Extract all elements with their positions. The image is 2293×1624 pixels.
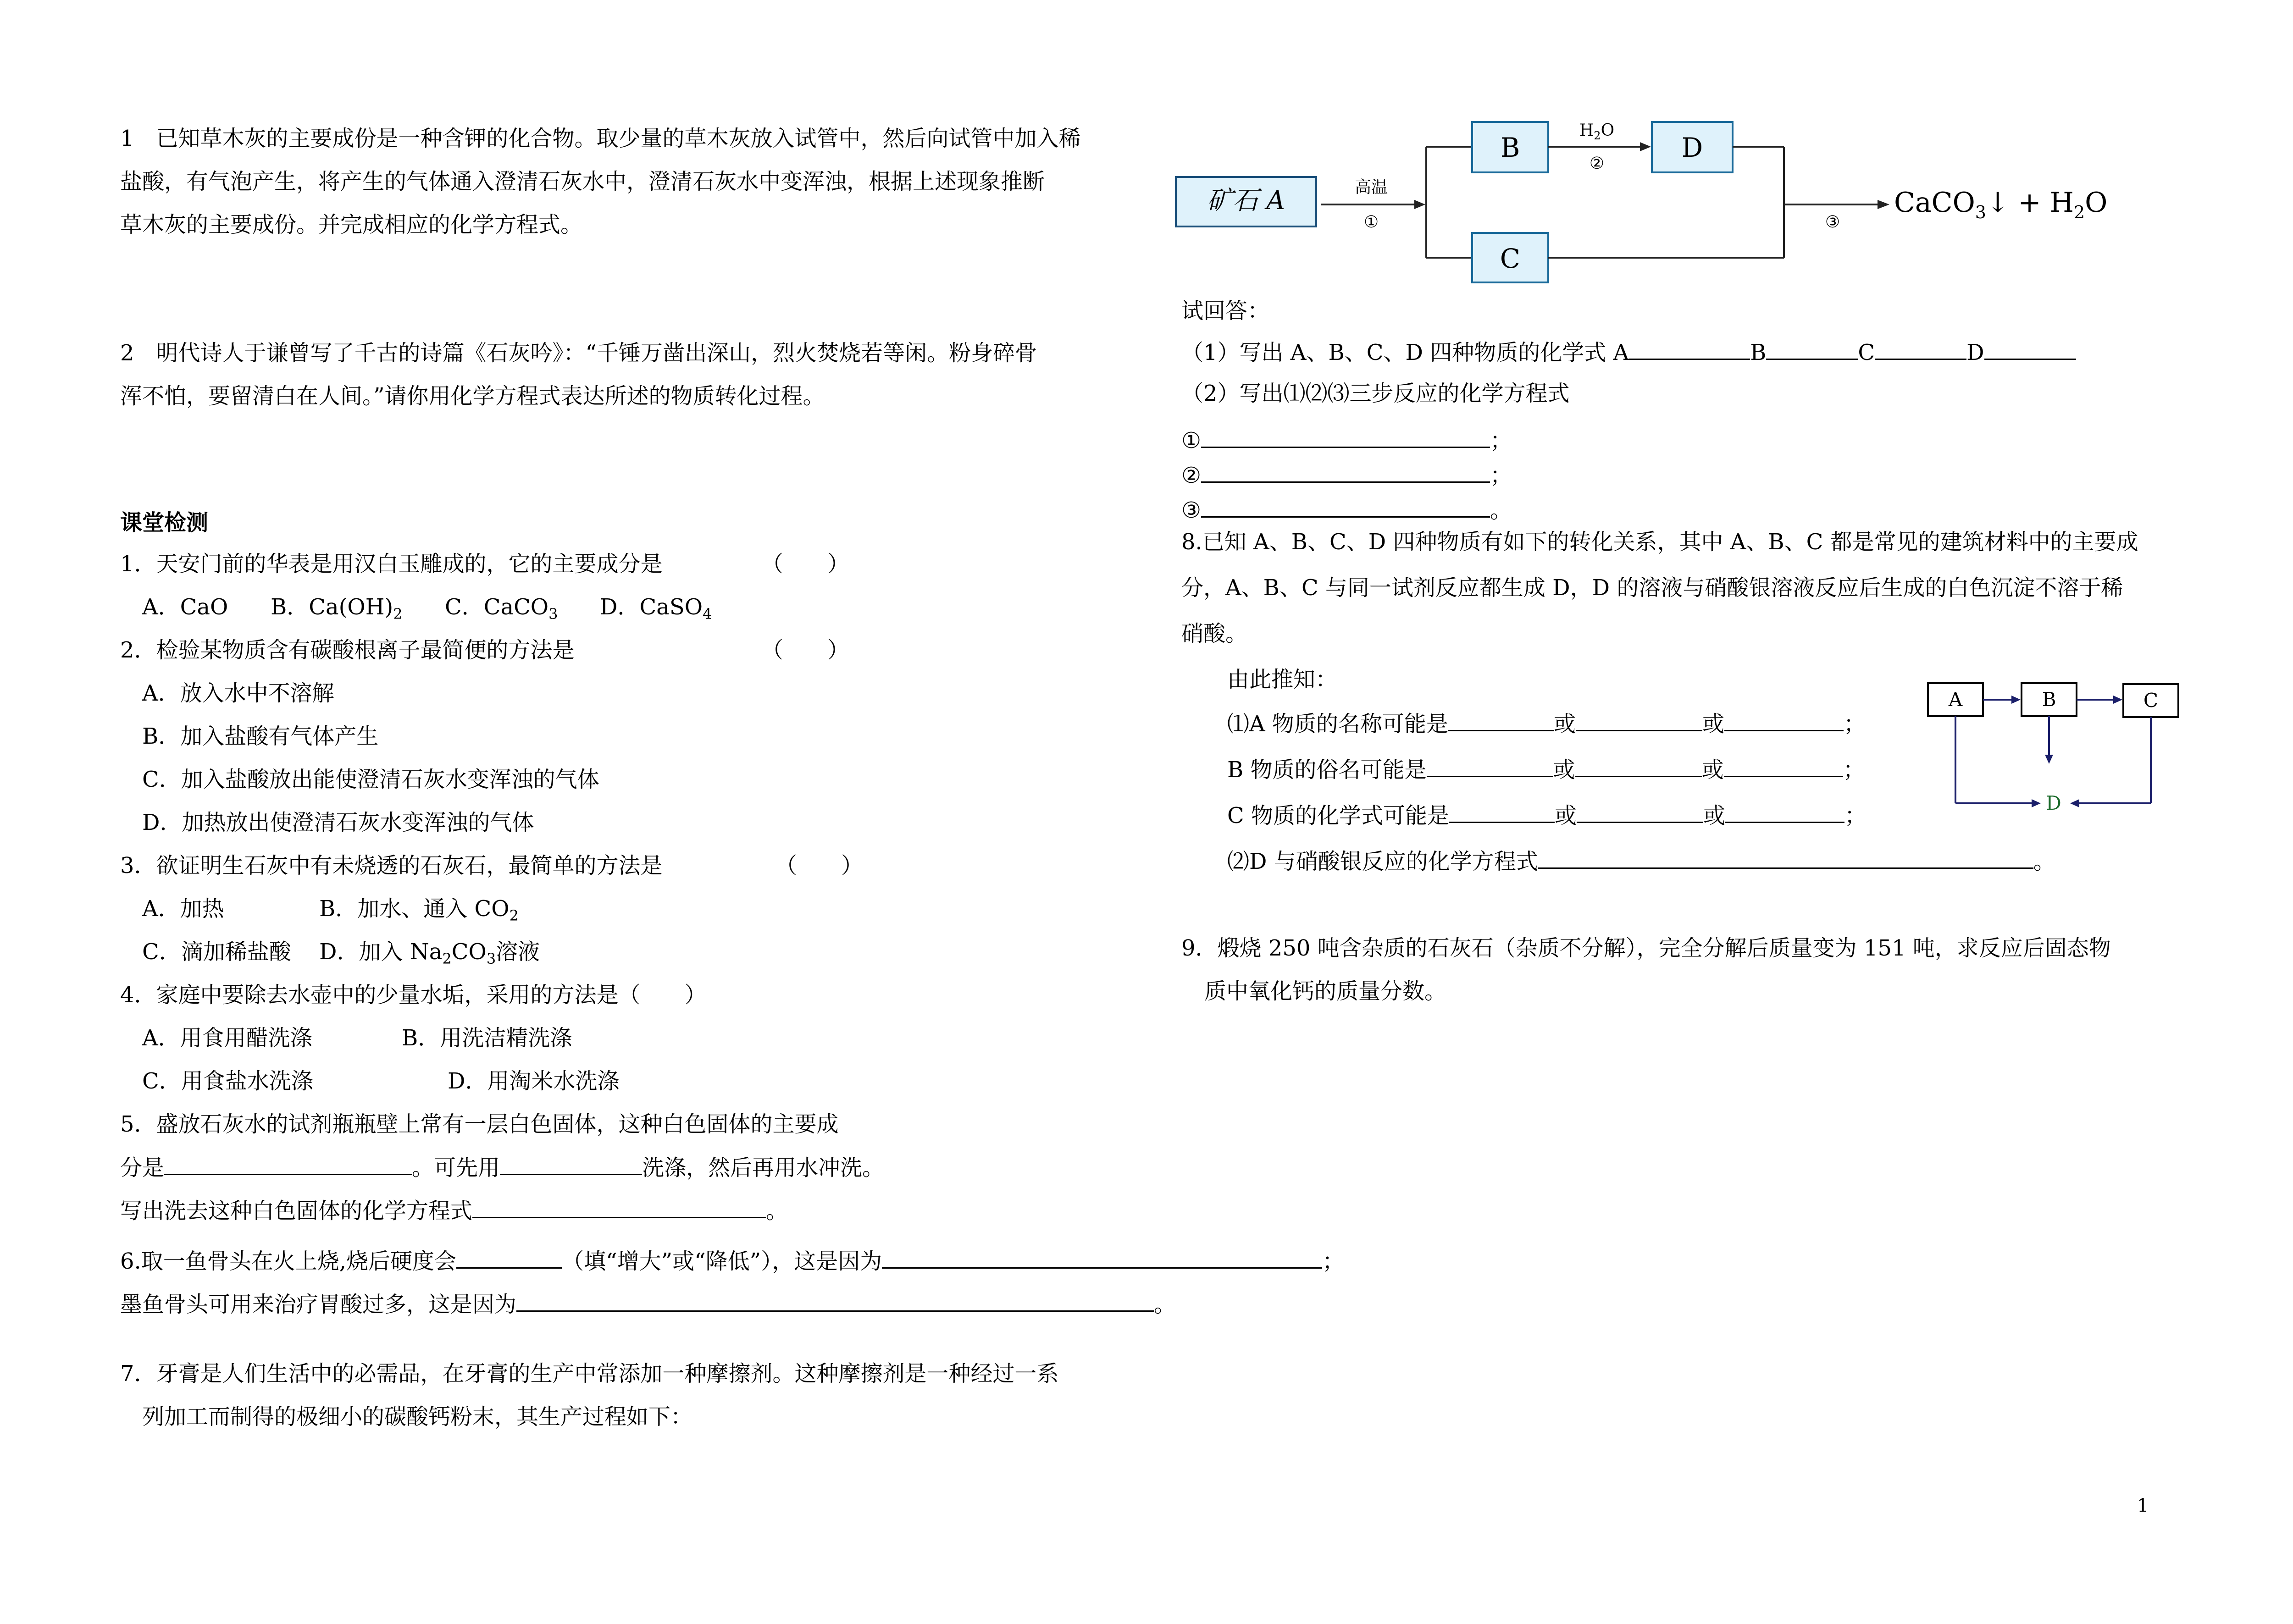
- ore-label: 矿石 A: [1207, 186, 1285, 215]
- q3-option-c: C．滴加稀盐酸: [142, 939, 291, 965]
- blank-d[interactable]: [1984, 338, 2076, 360]
- q8-infer: 由此推知：: [1227, 667, 1338, 692]
- blank-c[interactable]: [1875, 338, 1966, 360]
- q8-d-line: ⑵D 与硝酸银反应的化学方程式 。: [1227, 847, 2055, 875]
- q8-line3: 硝酸。: [1181, 621, 1248, 646]
- b-blank-3[interactable]: [1724, 756, 1843, 777]
- water-label: $H_2O$: [1579, 121, 1615, 142]
- q4-option-c: C．用食盐水洗涤: [142, 1068, 313, 1094]
- rel-box-c-label: C: [2143, 689, 2159, 712]
- q6-line2: 墨鱼骨头可用来治疗胃酸过多，这是因为 。: [120, 1290, 1176, 1318]
- q4-option-b: B．用洗洁精洗涤: [402, 1025, 572, 1051]
- q7-eq2: ② ；: [1181, 461, 1512, 489]
- q5-line3: 写出洗去这种白色固体的化学方程式 。: [120, 1197, 788, 1225]
- q1-option-c: C．CaCO$_3$: [445, 594, 558, 623]
- b-blank-1[interactable]: [1427, 756, 1553, 777]
- intro-q2-line1: 2 明代诗人于谦曾写了千古的诗篇《石灰吟》：“千锤万凿出深山，烈火焚烧若等闲。粉身碎骨: [120, 340, 1037, 366]
- q7-eq1: ① ；: [1181, 426, 1512, 454]
- q8-line2: 分，A、B、C 与同一试剂反应都生成 D，D 的溶液与硝酸银溶液反应后生成的白色沉淀不溶于稀: [1181, 575, 2123, 601]
- q3-option-a: A．加热: [142, 896, 224, 922]
- q7-part2: （2）写出⑴⑵⑶三步反应的化学方程式: [1181, 381, 1570, 406]
- q2-option-d: D．加热放出使澄清石灰水变浑浊的气体: [142, 810, 534, 835]
- box-c-label: C: [1500, 243, 1521, 274]
- q3-option-b: B．加水、通入 $CO_2$: [319, 896, 519, 924]
- section-title: 课堂检测: [120, 510, 209, 536]
- q1-paren: （ ）: [761, 551, 850, 577]
- q8-line1: 8.已知 A、B、C、D 四种物质有如下的转化关系，其中 A、B、C 都是常见的建筑材料中的主要成: [1181, 529, 2138, 555]
- b-blank-2[interactable]: [1575, 756, 1702, 777]
- q2-option-b: B．加入盐酸有气体产生: [142, 724, 379, 749]
- q6-blank-antacid-reason[interactable]: [516, 1290, 1154, 1312]
- product-label: CaCO$_3$↓ + $H_2O$: [1894, 187, 2108, 222]
- rel-box-a-label: A: [1948, 688, 1963, 711]
- rel-box-b-label: B: [2042, 688, 2056, 711]
- q6-line1: 6.取一鱼骨头在火上烧,烧后硬度会 （填“增大”或“降低”），这是因为 ；: [120, 1247, 1344, 1275]
- q4-stem: 4．家庭中要除去水壶中的少量水垢，采用的方法是（ ）: [120, 982, 707, 1008]
- blank-eq3[interactable]: [1201, 496, 1490, 518]
- step-2-label: ②: [1589, 154, 1605, 173]
- q1-option-b: B．$Ca(OH)_2$: [271, 594, 403, 623]
- page-number: 1: [2137, 1495, 2149, 1516]
- box-d-label: D: [1681, 132, 1703, 163]
- q3-option-d: D．加入 $Na_2CO_3$溶液: [319, 939, 540, 967]
- q5-blank-main-component[interactable]: [164, 1154, 412, 1175]
- q5-line2: 分是 。可先用 洗涤，然后再用水冲洗。: [120, 1154, 884, 1182]
- a-blank-3[interactable]: [1724, 710, 1844, 731]
- q7-part1: （1）写出 A、B、C、D 四种物质的化学式 A B C D: [1181, 338, 2076, 366]
- intro-q1-line1: 1 已知草木灰的主要成份是一种含钾的化合物。取少量的草木灰放入试管中，然后向试管中加入稀: [120, 126, 1081, 151]
- c-blank-1[interactable]: [1449, 801, 1555, 823]
- intro-q2-line2: 浑不怕，要留清白在人间。”请你用化学方程式表达所述的物质转化过程。: [120, 383, 825, 409]
- intro-q1-line3: 草木灰的主要成份。并完成相应的化学方程式。: [120, 212, 583, 238]
- q5-blank-equation[interactable]: [472, 1197, 766, 1218]
- cond-high-temp: 高温: [1354, 178, 1388, 197]
- q1-option-a: A．CaO: [142, 594, 228, 620]
- q2-stem: 2．检验某物质含有碳酸根离子最简便的方法是: [120, 637, 575, 663]
- d-blank-equation[interactable]: [1538, 847, 2033, 869]
- q5-line1: 5．盛放石灰水的试剂瓶瓶壁上常有一层白色固体，这种白色固体的主要成: [120, 1111, 839, 1137]
- blank-b[interactable]: [1766, 338, 1858, 360]
- c-blank-3[interactable]: [1725, 801, 1844, 823]
- q8-c-line: C 物质的化学式可能是 或 或 ；: [1227, 801, 1867, 829]
- q6-blank-reason[interactable]: [882, 1247, 1322, 1269]
- intro-q1-line2: 盐酸，有气泡产生，将产生的气体通入澄清石灰水中，澄清石灰水中变浑浊，根据上述现象推断: [120, 169, 1045, 194]
- q9-line1: 9．煅烧 250 吨含杂质的石灰石（杂质不分解），完全分解后质量变为 151 吨，求反应后固态物: [1181, 935, 2111, 961]
- q7-line1: 7．牙膏是人们生活中的必需品，在牙膏的生产中常添加一种摩擦剂。这种摩擦剂是一种经过一系: [120, 1361, 1059, 1386]
- q2-paren: （ ）: [761, 637, 850, 663]
- box-b-label: B: [1500, 132, 1520, 163]
- q1-stem: 1．天安门前的华表是用汉白玉雕成的，它的主要成分是: [120, 551, 663, 577]
- blank-a[interactable]: [1629, 338, 1750, 360]
- q4-option-a: A．用食用醋洗涤: [142, 1025, 312, 1051]
- q3-paren: （ ）: [775, 853, 864, 878]
- blank-eq2[interactable]: [1201, 461, 1490, 483]
- step-3-label: ③: [1825, 213, 1840, 232]
- a-blank-2[interactable]: [1576, 710, 1702, 731]
- abcd-relation-diagram: [1926, 679, 2192, 825]
- q1-option-d: D．CaSO$_4$: [600, 594, 712, 623]
- q2-option-a: A．放入水中不溶解: [142, 680, 334, 706]
- q6-blank-hardness[interactable]: [456, 1247, 562, 1269]
- q8-b-line: B 物质的俗名可能是 或 或 ；: [1227, 756, 1865, 784]
- q5-blank-wash-agent[interactable]: [500, 1154, 642, 1175]
- q3-stem: 3．欲证明生石灰中有未烧透的石灰石，最简单的方法是: [120, 853, 663, 878]
- q8-a-line: ⑴A 物质的名称可能是 或 或 ；: [1227, 710, 1866, 738]
- q2-option-c: C．加入盐酸放出能使澄清石灰水变浑浊的气体: [142, 767, 599, 792]
- q7-intro: 试回答：: [1181, 298, 1270, 324]
- a-blank-1[interactable]: [1448, 710, 1554, 731]
- blank-eq1[interactable]: [1201, 426, 1490, 448]
- q7-eq3: ③ 。: [1181, 496, 1512, 524]
- q4-option-d: D．用淘米水洗涤: [448, 1068, 620, 1094]
- q7-line2: 列加工而制得的极细小的碳酸钙粉末，其生产过程如下：: [142, 1404, 693, 1430]
- q9-line2: 质中氧化钙的质量分数。: [1204, 978, 1447, 1004]
- c-blank-2[interactable]: [1577, 801, 1703, 823]
- rel-label-d: D: [2046, 792, 2061, 814]
- production-flow-diagram: [1174, 110, 2183, 284]
- step-1-label: ①: [1363, 213, 1379, 232]
